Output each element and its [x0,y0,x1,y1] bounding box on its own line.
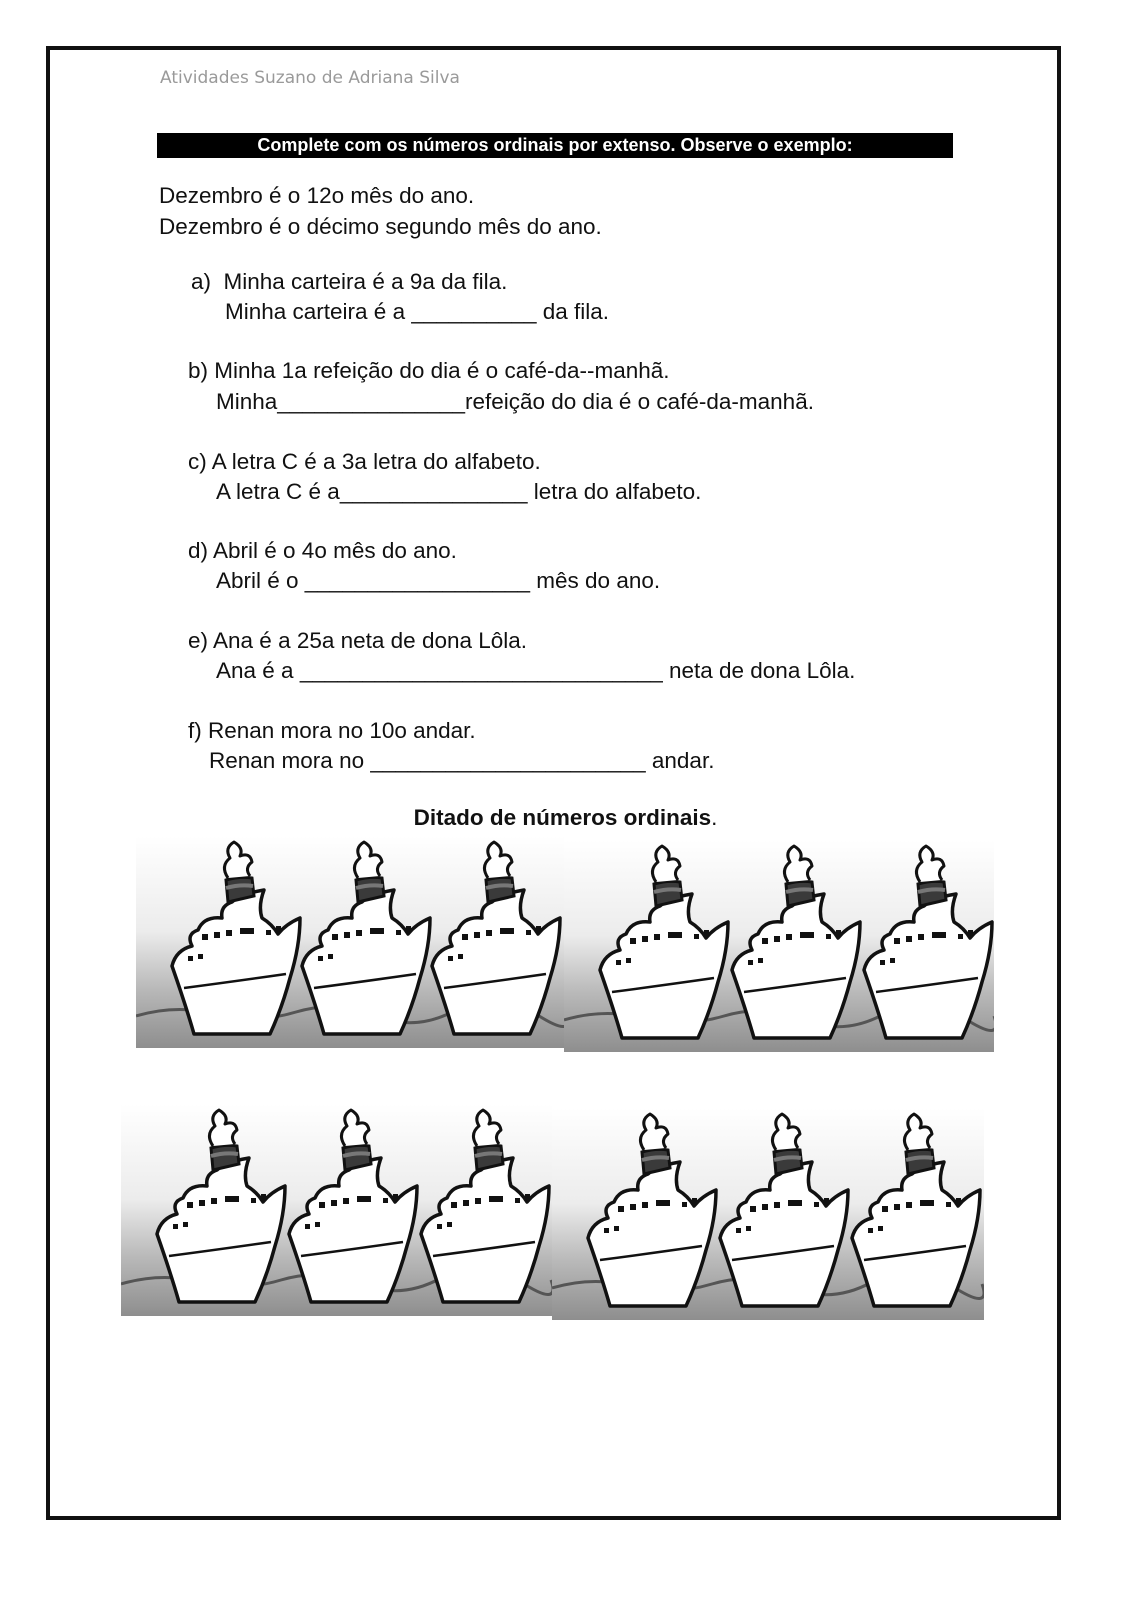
item-a-line-2: Minha carteira é a __________ da fila. [225,299,610,324]
page-header: Atividades Suzano de Adriana Silva [160,68,460,88]
item-e-line-1: e) Ana é a 25a neta de dona Lôla. [188,628,528,653]
item-b-line-1: b) Minha 1a refeição do dia é o café-da--manhã. [188,358,670,383]
item-a-line-1: a) Minha carteira é a 9a da fila. [191,269,508,294]
item-e-line-2: Ana é a _____________________________ neta de dona Lôla. [216,658,856,683]
item-c-line-1: c) A letra C é a 3a letra do alfabeto. [188,449,541,474]
example-line-1: Dezembro é o 12o mês do ano. [159,183,475,208]
ship-strip-2-right [552,1108,984,1320]
ship-strip-1-left [136,836,564,1048]
item-f-line-2: Renan mora no ______________________ andar. [209,748,715,773]
item-d-line-2: Abril é o __________________ mês do ano. [216,568,661,593]
item-d-line-1: d) Abril é o 4o mês do ano. [188,538,457,563]
item-f-line-1: f) Renan mora no 10o andar. [188,718,476,743]
dictation-title-punct: . [711,805,718,830]
ship-strip-1-right [564,840,994,1052]
example-line-2: Dezembro é o décimo segundo mês do ano. [159,214,602,239]
ship-strip-2-left [121,1104,552,1316]
dictation-title [0,805,1131,831]
instruction-banner: Complete com os números ordinais por extenso. Observe o exemplo: [157,133,953,158]
dictation-title-text: Ditado de números ordinais [413,805,712,830]
item-c-line-2: A letra C é a_______________ letra do alfabeto. [216,479,702,504]
item-b-line-2: Minha_______________refeição do dia é o café-da-manhã. [216,389,814,414]
